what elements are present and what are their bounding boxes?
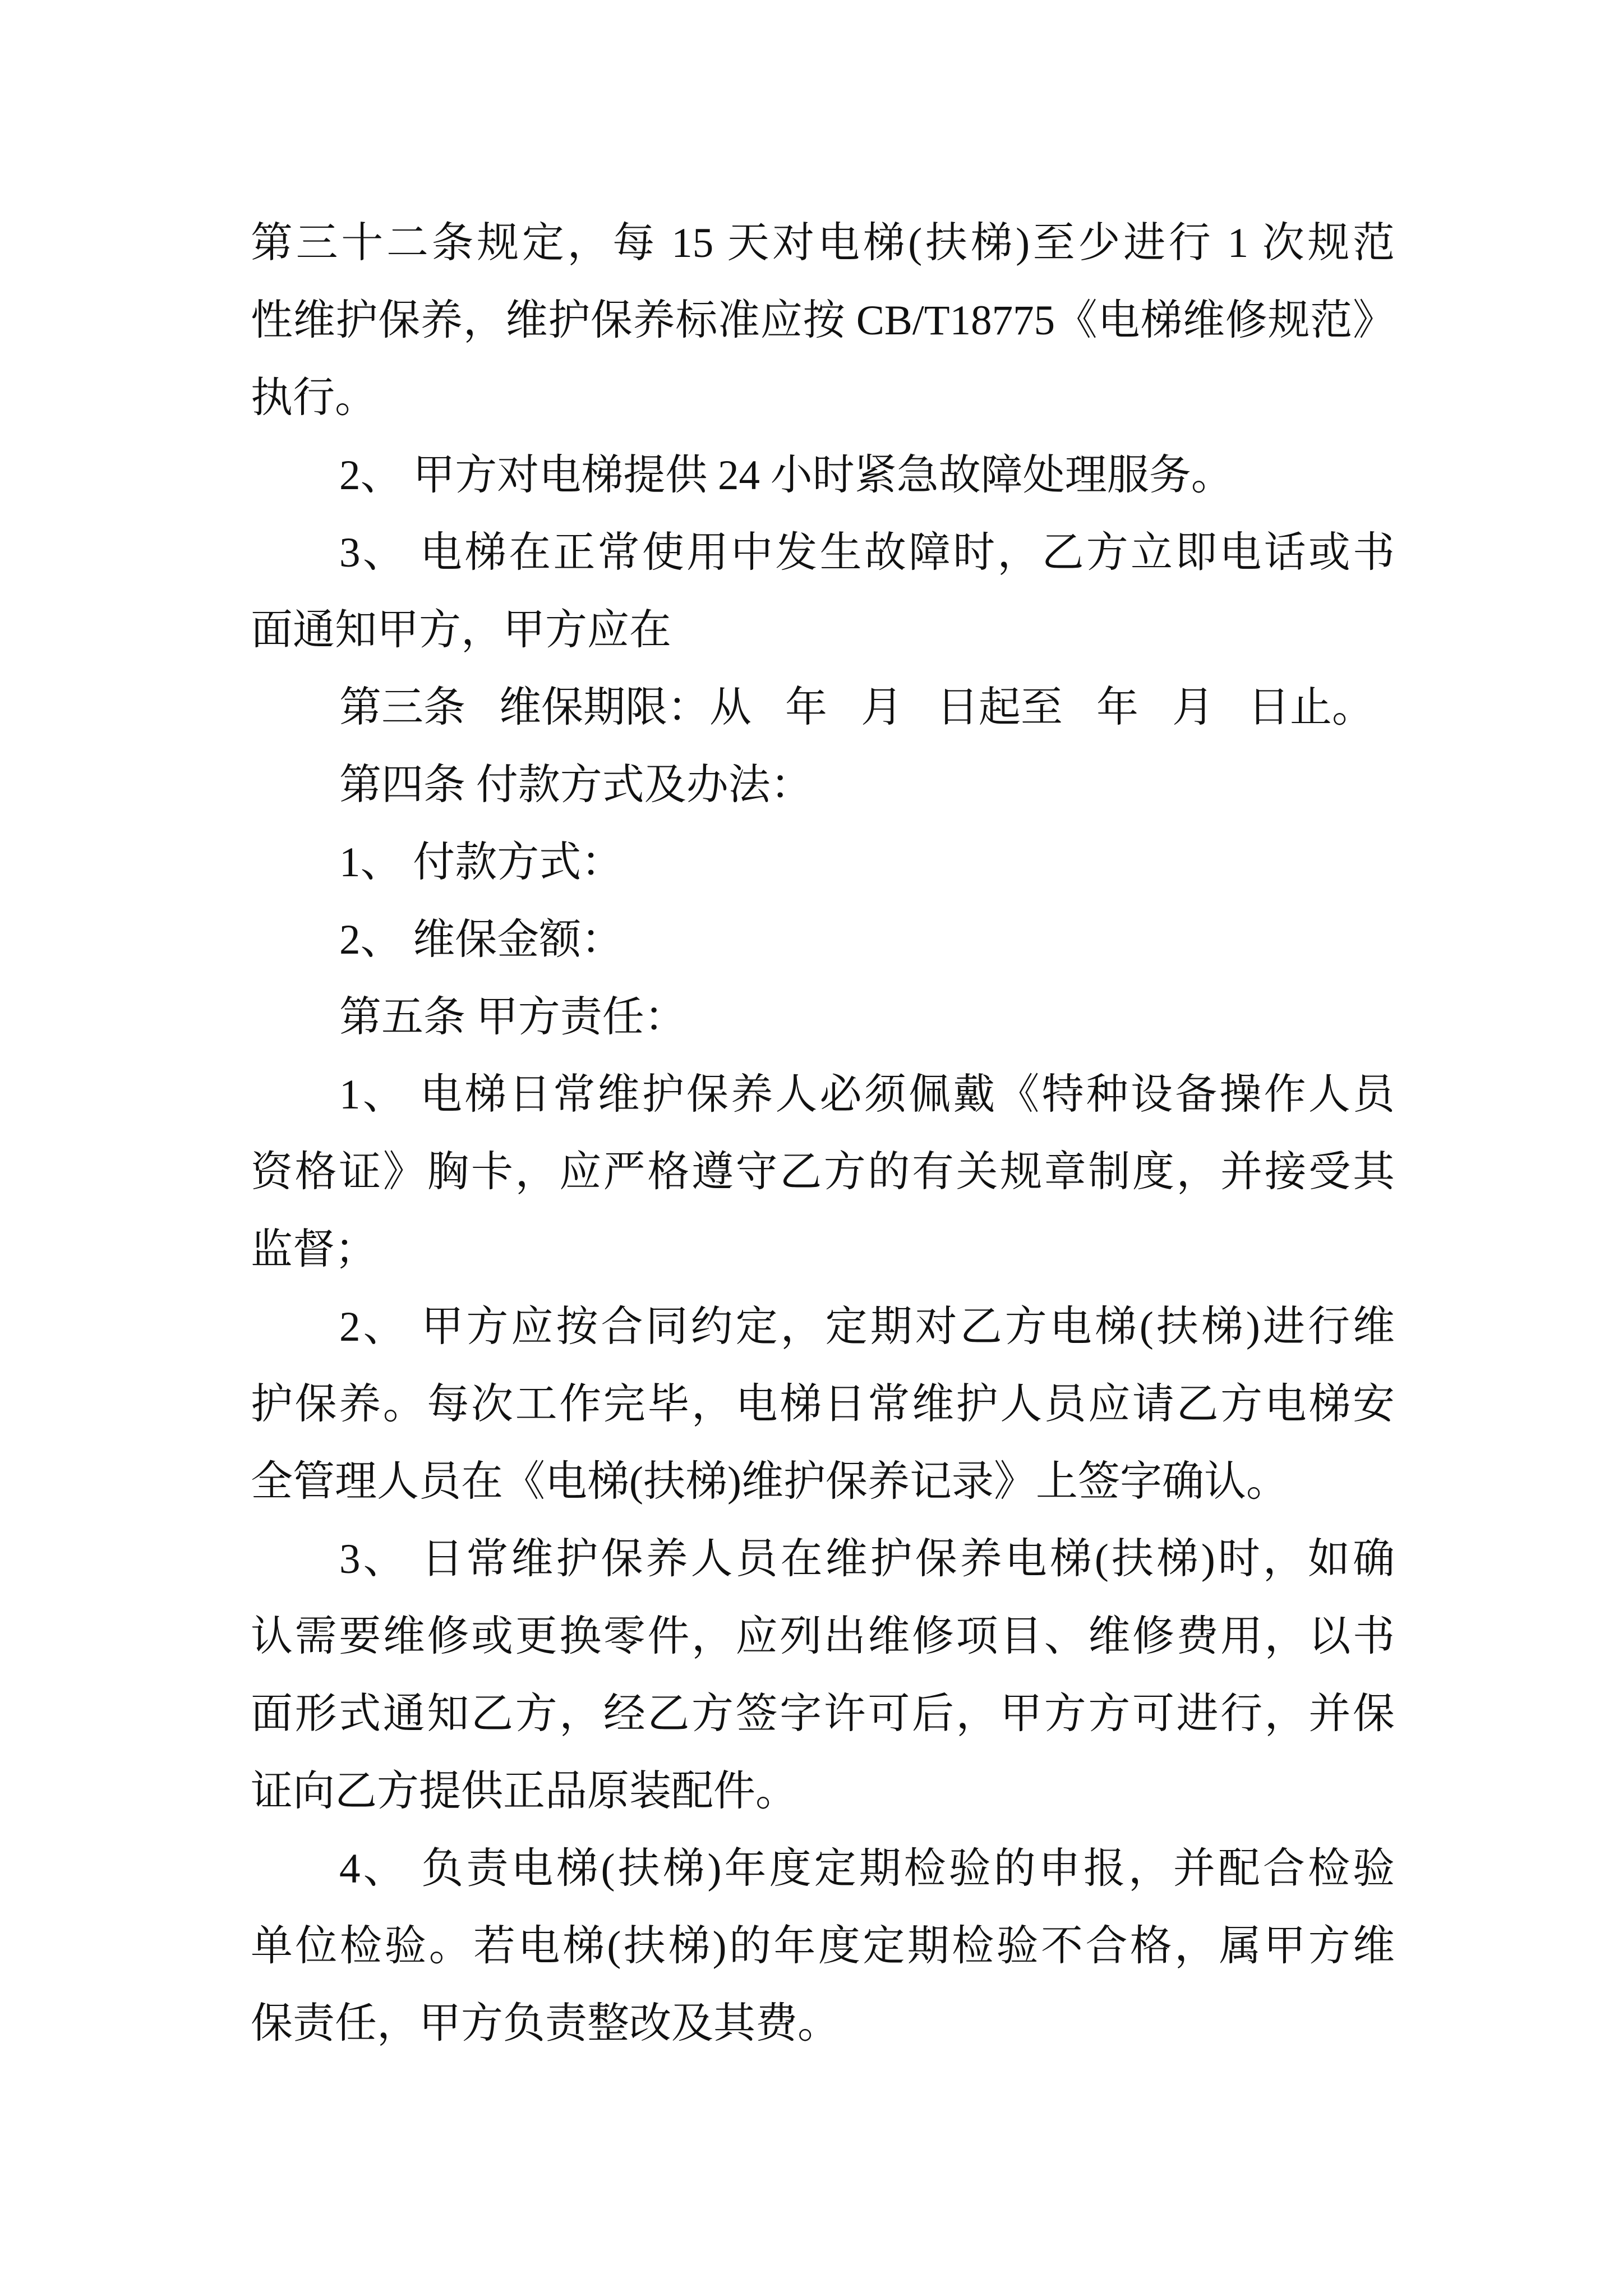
paragraph-maintenance-standard <box>251 205 1395 437</box>
text-line: 面形式通知乙方，经乙方签字许可后，甲方方可进行，并保 <box>251 1691 1395 1737</box>
paragraph-repair-approval <box>251 1521 1395 1830</box>
text-line: 3、 电梯在正常使用中发生故障时，乙方立即电话或书 <box>339 530 1395 576</box>
text-line: 3、 日常维护保养人员在维护保养电梯(扶梯)时，如确 <box>339 1536 1395 1582</box>
text-line: 全管理人员在《电梯(扶梯)维护保养记录》上签字确认。 <box>251 1458 1288 1505</box>
paragraph-emergency-service <box>251 437 1395 514</box>
text-line: 第五条 甲方责任： <box>339 994 686 1041</box>
text-line: 监督； <box>251 1226 377 1273</box>
text-line: 性维护保养，维护保养标准应按 CB/T18775《电梯维修规范》 <box>251 297 1395 344</box>
text-line: 护保养。每次工作完毕，电梯日常维护人员应请乙方电梯安 <box>251 1381 1395 1428</box>
paragraph-certificate-badge <box>251 1056 1395 1289</box>
paragraph-periodic-maintenance <box>251 1289 1395 1521</box>
text-line: 单位检验。若电梯(扶梯)的年度定期检验不合格，属甲方维 <box>251 1923 1395 1970</box>
text-line: 2、 甲方对电梯提供 24 小时紧急故障处理服务。 <box>339 452 1233 499</box>
text-line: 1、 电梯日常维护保养人必须佩戴《特种设备操作人员 <box>339 1071 1395 1118</box>
text-line: 1、 付款方式： <box>339 839 624 886</box>
text-line: 第四条 付款方式及办法： <box>339 762 813 808</box>
text-line: 2、 甲方应按合同约定，定期对乙方电梯(扶梯)进行维 <box>339 1304 1395 1350</box>
paragraph-fault-notice <box>251 514 1395 669</box>
article-3-heading <box>251 669 1395 747</box>
text-line: 第三条 维保期限：从 年 月 日起至 年 月 日止。 <box>339 684 1375 731</box>
article-4-heading <box>251 747 1395 824</box>
text-line: 认需要维修或更换零件，应列出维修项目、维修费用，以书 <box>251 1613 1395 1660</box>
text-line: 2、 维保金额： <box>339 917 624 963</box>
text-line: 保责任，甲方负责整改及其费。 <box>251 2000 840 2047</box>
text-line: 第三十二条规定，每 15 天对电梯(扶梯)至少进行 1 次规范 <box>251 220 1395 266</box>
text-line: 面通知甲方，甲方应在 <box>251 607 672 654</box>
payment-method-item <box>251 824 1395 901</box>
document-body <box>251 205 1395 2063</box>
text-line: 资格证》胸卡，应严格遵守乙方的有关规章制度，并接受其 <box>251 1149 1395 1195</box>
text-line: 证向乙方提供正品原装配件。 <box>251 1768 798 1815</box>
maintenance-amount-item <box>251 901 1395 979</box>
text-line: 执行。 <box>251 375 377 421</box>
article-5-heading <box>251 979 1395 1056</box>
text-line: 4、 负责电梯(扶梯)年度定期检验的申报，并配合检验 <box>339 1846 1395 1892</box>
paragraph-annual-inspection <box>251 1830 1395 2063</box>
